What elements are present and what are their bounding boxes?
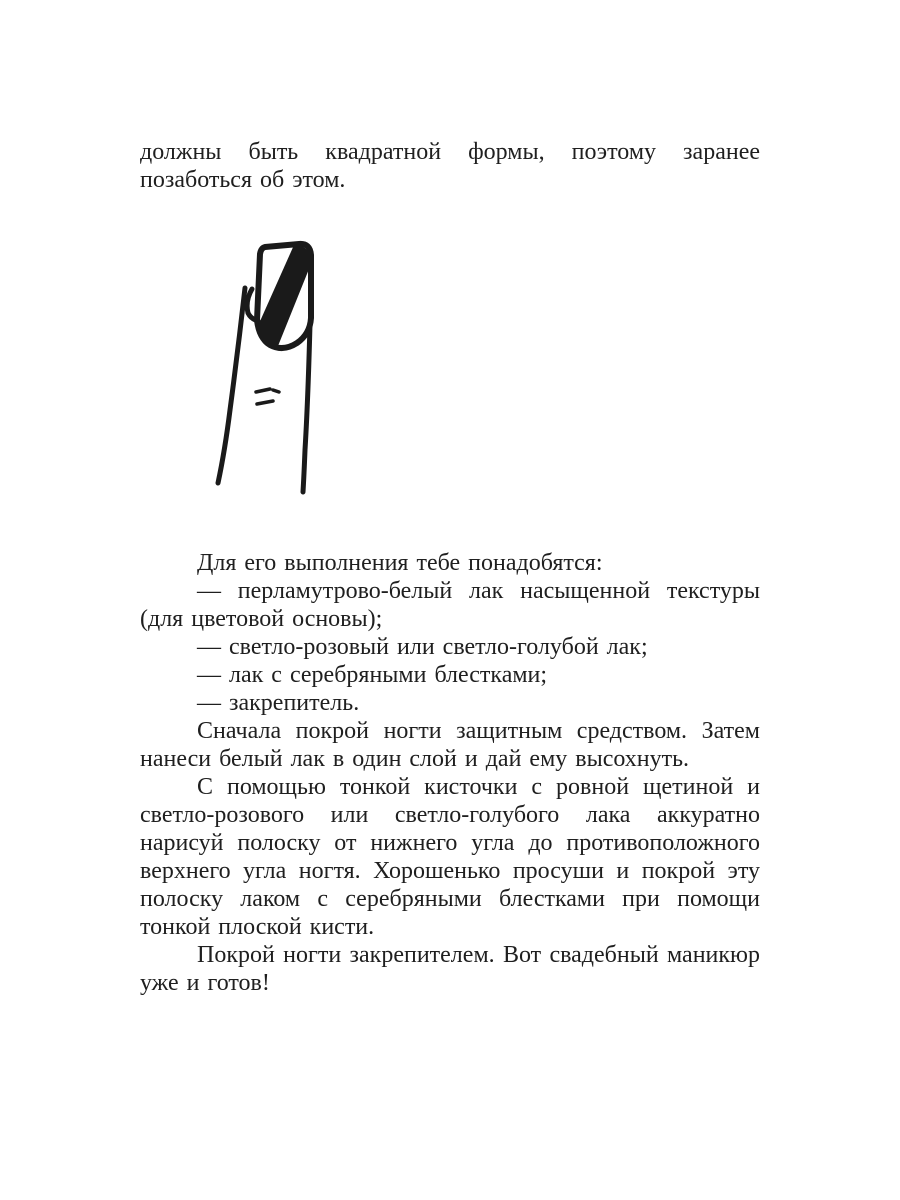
paragraph-intro: Для его выполнения тебе понадобятся: (197, 550, 603, 576)
list-item-fixative: — закрепитель. (197, 690, 360, 716)
paragraph-finish: Покрой ногти закрепителем. Вот свадебный маникюр уже и готов! (140, 942, 760, 996)
list-item-pink-or-blue-lacquer: — светло-розовый или светло-голубой лак; (197, 634, 648, 660)
paragraph-continuation: должны быть квадратной формы, поэтому заранее позаботься об этом. (140, 139, 760, 193)
finger-nail-illustration (202, 230, 332, 495)
list-item-silver-glitter-lacquer: — лак с серебряными блестками; (197, 662, 548, 688)
finger-with-diagonal-stripe-nail-icon (202, 230, 332, 495)
paragraph-step-base-coat: Сначала покрой ногти защитным средством. Затем нанеси белый лак в один слой и дай ему высохнуть. (140, 718, 760, 772)
paragraph-step-stripe: С помощью тонкой кисточки с ровной щетиной и светло-розового или светло-голубого лака аккуратно нарисуй полоску от нижнего угла до противоположного верхнего угла ногтя. Хорошенько просуши и покрой эту полоску лаком с серебряными блестками при помощи тонкой плоской кисти. (140, 774, 760, 940)
list-item-pearl-white-lacquer: — перламутрово-белый лак насыщенной текстуры (для цветовой основы); (140, 578, 760, 632)
